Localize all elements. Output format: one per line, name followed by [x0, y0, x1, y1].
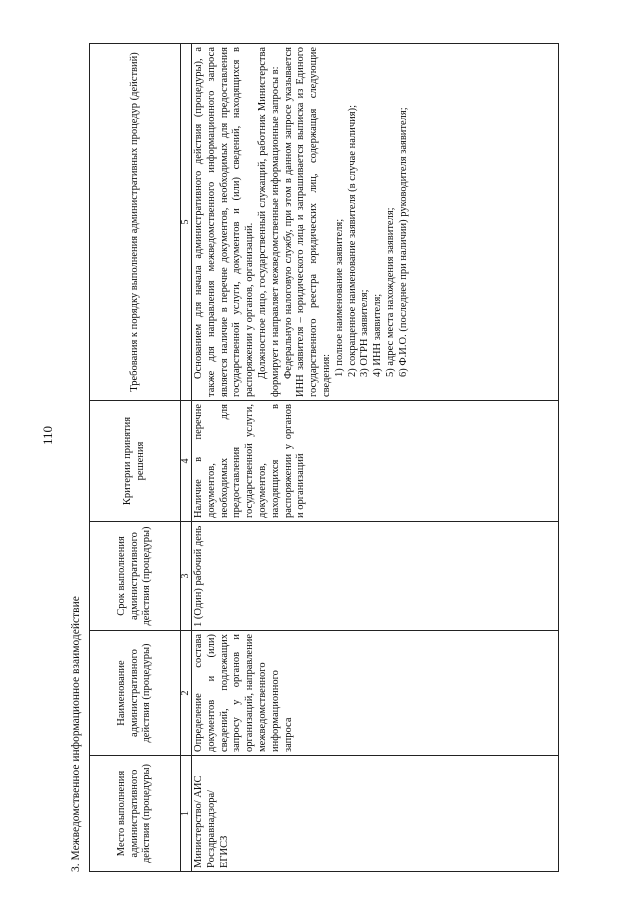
header-requirements: Требования к порядку выполнения административных процедур (действий) [90, 44, 181, 401]
header-row [90, 44, 181, 872]
table-row [192, 44, 559, 872]
header-criteria: Критерии принятия решения [90, 401, 181, 522]
list-item: 6) Ф.И.О. (последнее при наличии) руководителя заявителя; [397, 107, 409, 377]
cell-criteria: Наличие в перечне документов, необходимых для предоставления государственной услуги, документов, находящихся в распоряжении у органов и организаций [192, 401, 559, 522]
column-number: 3 [181, 522, 192, 631]
column-number: 4 [181, 401, 192, 522]
requirements-paragraph: Должностное лицо, государственный служащий, работник Министерства формирует и направляет межведомственные информационные запросы в: [256, 47, 281, 397]
procedure-table [89, 43, 559, 872]
header-action: Наименование административного действия (процедуры) [90, 631, 181, 756]
header-place: Место выполнения административного действия (процедуры) [90, 756, 181, 872]
cell-requirements [192, 44, 559, 401]
cell-action: Определение состава документов и (или) сведений, подлежащих запросу у органов и организаций, направление межведомственного информационного запроса [192, 631, 559, 756]
cell-place: Министерство/ АИС Росздравнадзора/ЕГИСЗ [192, 756, 559, 872]
list-item: 5) адрес места нахождения заявителя; [384, 207, 396, 377]
column-number: 5 [181, 44, 192, 401]
column-numbers-row [181, 44, 192, 872]
list-item: 3) ОГРН заявителя; [359, 289, 371, 377]
list-item: 2) сокращенное наименование заявителя (в случае наличия); [346, 104, 358, 377]
list-item: 1) полное наименование заявителя; [333, 218, 345, 377]
requirements-paragraph: Федеральную налоговую службу, при этом в данном запросе указывается ИНН заявителя – юридического лица и запрашивается выписка из Единого государственного реестра юридических лиц, содержащая следующие сведения: [282, 47, 332, 397]
column-number: 1 [181, 756, 192, 872]
page-number: 110 [40, 425, 55, 445]
column-number: 2 [181, 631, 192, 756]
requirements-paragraph: Основанием для начала административного действия (процедуры), а также для направления межведомственного информационного запроса является наличие в перечне документов, необходимых для предоставления государственной услуги, документов и (или) сведений, находящихся в распоряжении у органов, организаций. [193, 47, 256, 397]
section-title: 3. Межведомственное информационное взаимодействие [70, 596, 82, 872]
list-item: 4) ИНН заявителя; [372, 293, 384, 377]
cell-term: 1 (Один) рабочий день [192, 522, 559, 631]
header-term: Срок выполнения административного действия (процедуры) [90, 522, 181, 631]
